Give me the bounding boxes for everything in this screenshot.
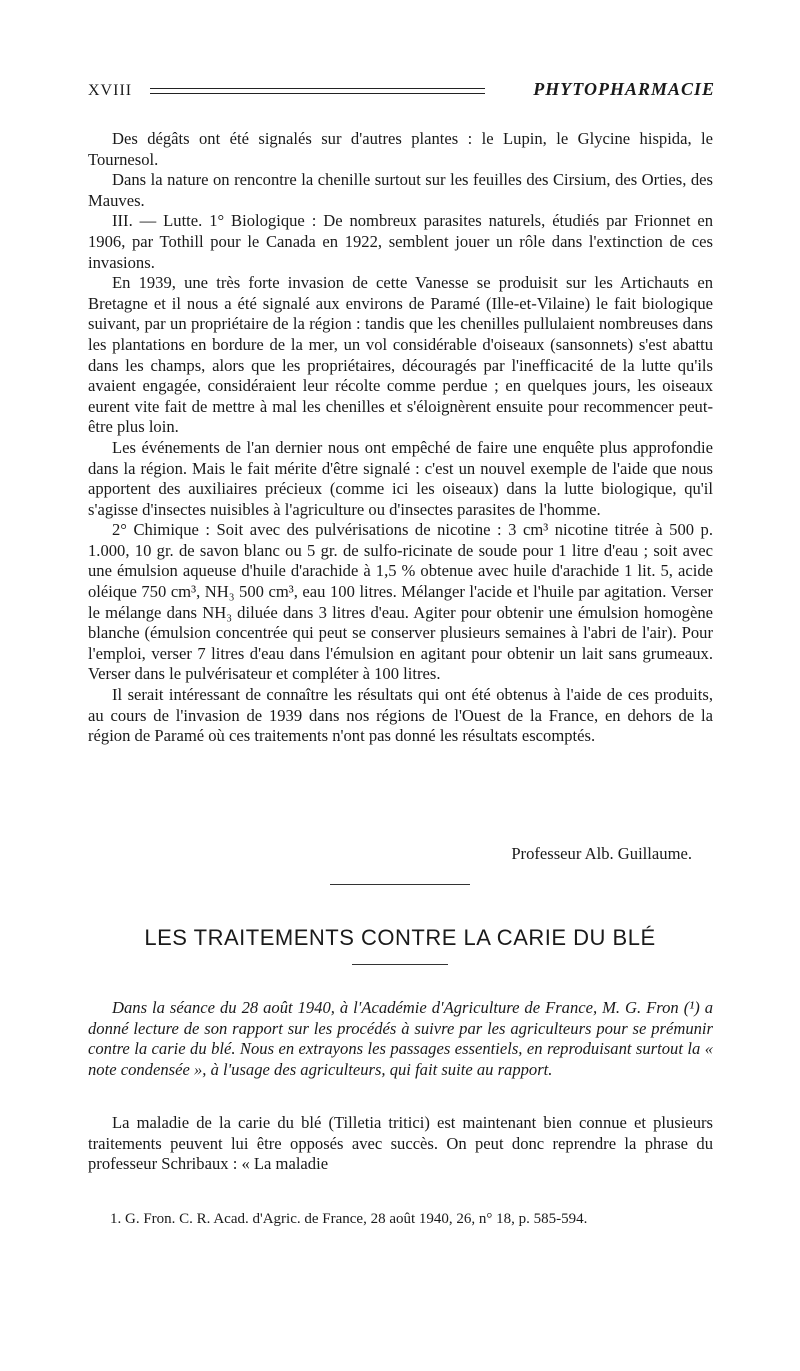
- section-separator: [330, 884, 470, 885]
- article-title: LES TRAITEMENTS CONTRE LA CARIE DU BLÉ: [144, 925, 656, 950]
- paragraph: Les événements de l'an dernier nous ont empêché de faire une enquête plus approfondie dans la région. Mais le fait mérite d'être signalé : c'est un nouvel exemple de l'aide que nous apportent des auxiliaires précieux (comme ici les oiseaux) dans la lutte biologique, qu'il s'agisse d'insectes nuisibles à l'agriculture ou d'insectes parasites de l'homme.: [88, 437, 713, 519]
- article2-intro: [88, 998, 713, 1080]
- page-header: [88, 79, 715, 106]
- article2-body: [88, 1113, 713, 1175]
- paragraph: III. — Lutte. 1° Biologique : De nombreux parasites naturels, étudiés par Frionnet en 1906, par Tothill pour le Canada en 1922, semblent jouer un rôle dans l'extinction de ces invasions.: [88, 211, 713, 272]
- running-title: PHYTOPHARMACIE: [533, 79, 715, 99]
- paragraph: En 1939, une très forte invasion de cette Vanesse se produisit sur les Artichauts en Bretagne et il nous a été signalé aux environs de Paramé (Ille-et-Vilaine) le fait biologique suivant, par un propriétaire de la région : tandis que les chenilles pullulaient nombreuses dans les plantations en bordure de la mer, un vol considérable d'oiseaux (sansonnets) s'est abattu dans les champs, alors que les propriétaires, découragés par l'inefficacité de la lutte qu'ils avaient engagée, considéraient leur récolte comme perdue ; en quelques jours, les oiseaux eurent vite fait de mettre à mal les chenilles et s'éloignèrent ensuite pour recommencer peut-être plus loin.: [88, 273, 713, 437]
- paragraph: Des dégâts ont été signalés sur d'autres plantes : le Lupin, le Glycine hispida, le Tournesol.: [88, 129, 713, 169]
- signature: Professeur Alb. Guillaume.: [511, 844, 692, 863]
- footnote: 1. G. Fron. C. R. Acad. d'Agric. de France, 28 août 1940, 26, n° 18, p. 585-594.: [110, 1211, 588, 1227]
- paragraph: Dans la nature on rencontre la chenille surtout sur les feuilles des Cirsium, des Orties, des Mauves.: [88, 170, 713, 210]
- paragraph: 2° Chimique : Soit avec des pulvérisations de nicotine : 3 cm³ nicotine titrée à 500 p. 1.000, 10 gr. de savon blanc ou 5 gr. de sulfo-ricinate de soude pour 1 litre d'eau ; soit avec une émulsion aqueuse d'huile d'arachide à 1,5 % obtenue avec huile d'arachide 1 lit. 5, acide oléique 750 cm³, NH₃ 500 cm³, eau 100 litres. Mélanger l'acide et l'huile par agitation. Verser le mélange dans NH₃ diluée dans 3 litres d'eau. Agiter pour obtenir une émulsion homogène blanche (émulsion concentrée qui peut se conserver plusieurs semaines à l'abri de l'air). Pour l'emploi, verser 7 litres d'eau dans l'émulsion en agitant pour obtenir un lait sans grumeaux. Verser dans le pulvérisateur et compléter à 100 litres.: [88, 520, 713, 684]
- paragraph: Il serait intéressant de connaître les résultats qui ont été obtenus à l'aide de ces produits, au cours de l'invasion de 1939 dans nos régions de l'Ouest de la France, en dehors de la région de Paramé où ces traitements n'ont pas donné les résultats escomptés.: [88, 685, 713, 746]
- title-underline: [352, 964, 448, 965]
- intro-paragraph: Dans la séance du 28 août 1940, à l'Académie d'Agriculture de France, M. G. Fron (¹) a donné lecture de son rapport sur les procédés à suivre par les agriculteurs pour se prémunir contre la carie du blé. Nous en extrayons les passages essentiels, en reproduisant surtout la « note condensée », à l'usage des agriculteurs, qui fait suite au rapport.: [88, 998, 713, 1079]
- paragraph: La maladie de la carie du blé (Tilletia tritici) est maintenant bien connue et plusieurs traitements peuvent lui être opposés avec succès. On peut donc reprendre la phrase du professeur Schribaux : « La maladie: [88, 1113, 713, 1174]
- header-rule: [150, 88, 485, 94]
- page-number: XVIII: [88, 82, 133, 99]
- article1-body: [88, 129, 713, 747]
